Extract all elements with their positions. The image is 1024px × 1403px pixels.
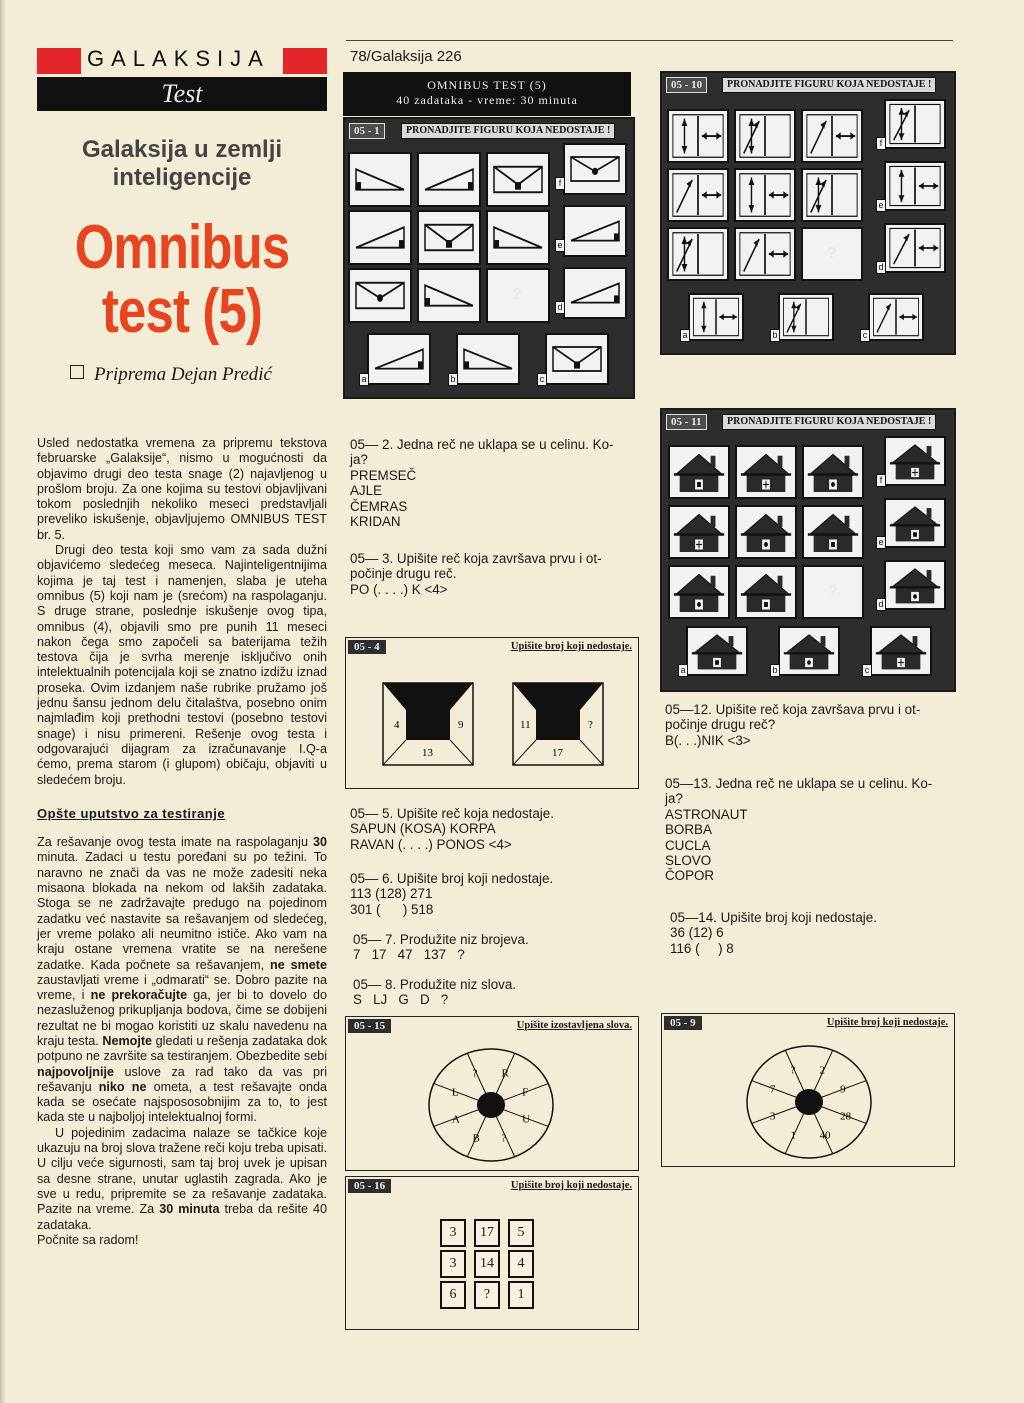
question-line: 113 (128) 271 (350, 886, 433, 902)
p4-right-b: ? (588, 719, 593, 731)
matrix-cell (735, 505, 797, 559)
question-line: 116 ( ) 8 (670, 940, 734, 956)
number-wheel (744, 1042, 874, 1162)
matrix-cell (417, 268, 481, 323)
matrix-cell (734, 168, 796, 222)
question-14 (670, 910, 877, 956)
missing-figure-mark: ? (512, 286, 522, 303)
question-line: 36 (12) 6 (670, 925, 724, 941)
answer-option (884, 498, 946, 548)
matrix-cell (801, 168, 863, 222)
panel-instruction: Upišite izostavljena slova. (516, 1020, 632, 1031)
byline-text: Priprema Dejan Predić (94, 364, 272, 385)
option-label: d (876, 261, 886, 274)
matrix-cell (668, 445, 730, 499)
masthead-title: GALAKSIJA (87, 46, 270, 71)
answer-option (884, 560, 946, 610)
byline-box-icon (70, 365, 84, 379)
number-grid-cell: 1 (508, 1281, 534, 1309)
trapezoid-figure-left (382, 682, 474, 766)
panel-tag: 05 - 16 (348, 1179, 391, 1193)
question-2 (350, 437, 614, 529)
question-line: 05—14. Upišite broj koji nedostaje. (670, 910, 877, 925)
answer-option (868, 293, 924, 341)
matrix-cell (802, 445, 864, 499)
byline (70, 364, 272, 386)
number-wheel-label: 3 (769, 1110, 776, 1123)
option-label: a (678, 664, 688, 677)
question-line: BORBA (665, 822, 712, 838)
instructions-paragraph-2: U pojedinim zadacima nalaze se tačkice koje ukazuju na broj slova tražene reči koju treba upisati. U cilju veće sigurnosti, sam taj broj uvek je upisan sa desne strane, unutar uglastih zagrada. Ako je sve u redu, pripremite se za rešavanje zadataka. Pazite na vreme. Za 30 minuta treba da rešite 40 zadataka. (37, 1125, 327, 1232)
letter-wheel (426, 1045, 556, 1165)
answer-option (367, 333, 431, 385)
question-line: 05— 6. Upišite broj koji nedostaje. (350, 871, 554, 886)
answer-option (563, 143, 627, 195)
number-wheel-label: ? (790, 1064, 796, 1077)
question-line: PO (. . . .) K <4> (350, 581, 448, 597)
matrix-cell (735, 445, 797, 499)
panel-instruction: Upišite broj koji nedostaje. (826, 1017, 948, 1028)
letter-wheel-label: U (522, 1113, 531, 1126)
number-grid-cell: 3 (440, 1219, 466, 1247)
option-label: e (876, 199, 886, 212)
answer-option (884, 161, 946, 211)
question-line: 05—12. Upišite reč koja završava prvu i ot- (665, 702, 921, 717)
masthead (37, 40, 327, 76)
option-label: a (359, 373, 369, 386)
matrix-cell (668, 565, 730, 619)
option-label: e (876, 536, 886, 549)
p4-left-b: 9 (458, 719, 464, 731)
matrix-cell (667, 109, 729, 163)
option-label: c (860, 329, 870, 342)
p4-right-a: 11 (520, 719, 531, 731)
number-grid-cell: 5 (508, 1219, 534, 1247)
answer-option (563, 267, 627, 319)
panel-instruction: PRONADJITE FIGURU KOJA NEDOSTAJE ! (401, 123, 615, 139)
test-banner (343, 72, 631, 116)
question-line: počinje drugu reč? (665, 717, 776, 733)
option-label: c (537, 373, 547, 386)
puzzle-panel-11 (660, 408, 956, 692)
main-title-line-2: test (5) (101, 277, 263, 346)
question-line: RAVAN (. . . .) PONOS <4> (350, 836, 512, 852)
matrix-cell (486, 210, 550, 265)
matrix-cell (667, 168, 729, 222)
instructions-paragraph-1: Za rešavanje ovog testa imate na raspolaganju 30 minuta. Zadaci u testu poređani su po težini. To naravno ne znači da vas ne može zadesiti neka misaona blokada na nekom od lakših zadataka. Stoga se ne zadržavajte predugo na pojedinom zadatku već nastavite sa rešavanjem od sledećeg, jer vreme polako ali neumitno ističe. Ako vam na kraju ostane vremena vratite se na nerešene zadatke. Kada počnete sa rešavanjem, ne smete zaustavljati vreme i „odmarati“ se. Dobro pazite na vreme, i ne prekoračujte ga, jer bi to dovelo do nezasluženog prikupljanja bodova, čime se dobijeni rezultat ne bi mogao koristiti uz skalu navedenu na kraju testa. Nemojte gledati u rešenja zadataka dok potpuno ne završite sa testiranjem. Obezbedite sebi najpovoljnije uslove za rad tako da vas pri rešavanju niko ne ometa, a test rešavajte onda kada se osećate najspososobnijim za to, to jest kada ste u najboljoj intelektualnoj formi. (37, 835, 328, 1125)
question-line: 05— 8. Produžite niz slova. (353, 977, 517, 992)
answer-option (884, 223, 946, 273)
missing-figure-mark: ? (827, 245, 837, 262)
number-wheel-label: 2 (819, 1064, 826, 1077)
panel-tag: 05 - 11 (666, 414, 707, 430)
p4-left-a: 4 (394, 719, 400, 731)
masthead-red-block-right (283, 48, 327, 74)
question-line: 05— 7. Produžite niz brojeva. (353, 932, 529, 947)
number-wheel-label: 9 (840, 1083, 846, 1096)
answer-option (688, 293, 744, 341)
panel-instruction: PRONADJITE FIGURU KOJA NEDOSTAJE ! (722, 77, 936, 93)
number-grid-cell: 17 (474, 1219, 500, 1247)
question-line: počinje drugu reč. (350, 566, 457, 582)
masthead-red-block-left (37, 48, 81, 74)
option-label: f (876, 474, 886, 487)
question-line: SAPUN (KOSA) KORPA (350, 821, 496, 837)
intro-paragraph-2: Drugi deo testa koji smo vam za sada dužni objavićemo sledećeg meseca. Najinteligentnijima kojima je taj test i namenjen, slaba je uteha omnibus (5) koji nam je (srećom) na raspolaganju. S druge strane, poslednje iskušenje ovog tipa, omnibus (4), objavili smo pre punih 11 meseci nakon čega smo započeli sa baterijama težih testova čija je svrha merenje isključivo onih intelektualnih potencijala koji se znatno izdižu iznad proseka. Ovim izdanjem naše rubrike pružamo još jednu šansu jednom delu čitalaštva, posebno onim najmlađim koji prethodni testovi (posebno testovi snage) i nisu primereni. Rešenje ovog testa i odgovarajući dijagram za izračunavanje I.Q-a ćemo, prema starom (i glupom) običaju, objaviti u sledećem broju. (37, 543, 327, 787)
answer-option (456, 333, 520, 385)
question-12 (665, 702, 920, 748)
letter-wheel-label: F (522, 1086, 529, 1099)
letter-wheel-label: L (451, 1086, 459, 1099)
matrix-cell (668, 505, 730, 559)
question-line: AJLE (350, 483, 383, 499)
question-line: 7 17 47 137 ? (353, 947, 465, 963)
option-label: f (555, 177, 565, 190)
question-line: 05— 2. Jedna reč ne uklapa se u celinu. Ko- (350, 437, 614, 452)
matrix-cell (348, 210, 412, 265)
question-line: ASTRONAUT (665, 806, 748, 822)
answer-option (686, 626, 748, 676)
question-line: ja? (665, 791, 683, 807)
matrix-cell (417, 152, 481, 207)
option-label: d (555, 301, 565, 314)
answer-option (778, 293, 834, 341)
question-line: ČOPOR (665, 868, 715, 884)
answer-option (563, 205, 627, 257)
matrix-cell (801, 109, 863, 163)
matrix-cell (667, 227, 729, 281)
kicker (37, 136, 327, 192)
number-grid-cell: 3 (440, 1250, 466, 1278)
trapezoid-figure-right (512, 682, 604, 766)
question-line: 301 ( ) 518 (350, 901, 434, 917)
matrix-cell (734, 227, 796, 281)
issue-number: 78/Galaksija 226 (350, 48, 462, 65)
number-grid-cell: 4 (508, 1250, 534, 1278)
question-line: ja? (350, 452, 368, 468)
question-8 (353, 977, 516, 1008)
answer-option (778, 626, 840, 676)
puzzle-panel-16 (345, 1176, 639, 1330)
option-label: b (770, 329, 780, 342)
option-label: e (555, 239, 565, 252)
p4-left-c: 13 (422, 747, 433, 759)
question-5 (350, 806, 554, 852)
panel-tag: 05 - 10 (666, 77, 707, 93)
panel-tag: 05 - 1 (349, 123, 385, 139)
puzzle-panel-4 (345, 637, 639, 789)
panel-instruction: PRONADJITE FIGURU KOJA NEDOSTAJE ! (722, 414, 936, 430)
option-label: f (876, 137, 886, 150)
matrix-cell (417, 210, 481, 265)
matrix-cell (348, 268, 412, 323)
option-label: a (680, 329, 690, 342)
number-grid-cell: 6 (440, 1281, 466, 1309)
intro-text (37, 436, 327, 1248)
question-line: 05— 3. Upišite reč koja završava prvu i ot- (350, 551, 602, 566)
puzzle-panel-15 (345, 1016, 639, 1171)
instructions-start: Počnite sa radom! (37, 1232, 139, 1247)
question-line: ČEMRAS (350, 498, 408, 514)
question-13 (665, 776, 932, 884)
puzzle-panel-9 (661, 1013, 955, 1167)
letter-wheel-label: B (472, 1132, 480, 1145)
question-line: S LJ G D ? (353, 992, 449, 1008)
question-6 (350, 871, 553, 917)
option-label: c (862, 664, 872, 677)
question-line: B(. . .)NIK <3> (665, 732, 751, 748)
banner-line-2: 40 zadataka - vreme: 30 minuta (396, 93, 578, 107)
question-line: CUCLA (665, 837, 711, 853)
matrix-cell (734, 109, 796, 163)
number-wheel-label: 28 (840, 1110, 852, 1123)
number-grid-cell: 14 (474, 1250, 500, 1278)
puzzle-panel-1 (343, 117, 635, 399)
matrix-cell (735, 565, 797, 619)
puzzle-panel-10 (660, 71, 956, 355)
number-wheel-label: 40 (819, 1129, 831, 1142)
answer-option (870, 626, 932, 676)
banner-line-1: OMNIBUS TEST (5) (427, 78, 547, 92)
number-wheel-label: 7 (769, 1083, 776, 1096)
letter-wheel-label: A (451, 1113, 460, 1126)
answer-option (884, 436, 946, 486)
option-label: b (770, 664, 780, 677)
question-line: SLOVO (665, 853, 712, 869)
answer-option (545, 333, 609, 385)
missing-figure-mark: ? (828, 583, 838, 600)
main-title-line-1: Omnibus (74, 213, 290, 282)
number-grid-cell: ? (474, 1281, 500, 1309)
option-label: b (448, 373, 458, 386)
main-title (63, 213, 301, 346)
kicker-line-2: inteligencije (112, 164, 252, 191)
letter-wheel-label: ? (501, 1132, 507, 1145)
matrix-cell (802, 505, 864, 559)
letter-wheel-label: R (501, 1067, 509, 1080)
intro-paragraph-1: Usled nedostatka vremena za pripremu tekstova februarske „Galaksije“, nismo u mogućnosti da objavimo drugi deo testa snage (2) najavljenog u prošlom broju. Za one kojima su testovi objavljivani tokom poslednjih nekoliko meseci predstavljali preveliko iskušenje, objavljujemo OMNIBUS TEST br. 5. (37, 436, 327, 542)
matrix-cell (486, 152, 550, 207)
number-wheel-label: 1 (790, 1129, 796, 1142)
kicker-line-1: Galaksija u zemlji (81, 136, 283, 163)
instructions-heading: Opšte uputstvo za testiranje (37, 805, 226, 821)
panel-instruction: Upišite broj koji nedostaje. (510, 1180, 632, 1191)
question-line: KRIDAN (350, 514, 401, 530)
question-line: 05—13. Jedna reč ne uklapa se u celinu. Ko- (665, 776, 933, 791)
panel-tag: 05 - 15 (348, 1019, 391, 1033)
panel-tag: 05 - 9 (664, 1016, 702, 1030)
p4-right-c: 17 (552, 747, 563, 759)
header-rule (346, 40, 953, 41)
page-edge (0, 0, 6, 1403)
question-line: 05— 5. Upišite reč koja nedostaje. (350, 806, 554, 821)
section-bar: Test (37, 77, 327, 111)
answer-option (884, 99, 946, 149)
option-label: d (876, 598, 886, 611)
question-7 (353, 932, 529, 963)
question-3 (350, 551, 602, 597)
panel-instruction: Upišite broj koji nedostaje. (510, 641, 632, 652)
panel-tag: 05 - 4 (348, 640, 386, 654)
matrix-cell (348, 152, 412, 207)
letter-wheel-label: ? (472, 1067, 478, 1080)
question-line: PREMSEČ (350, 467, 417, 483)
